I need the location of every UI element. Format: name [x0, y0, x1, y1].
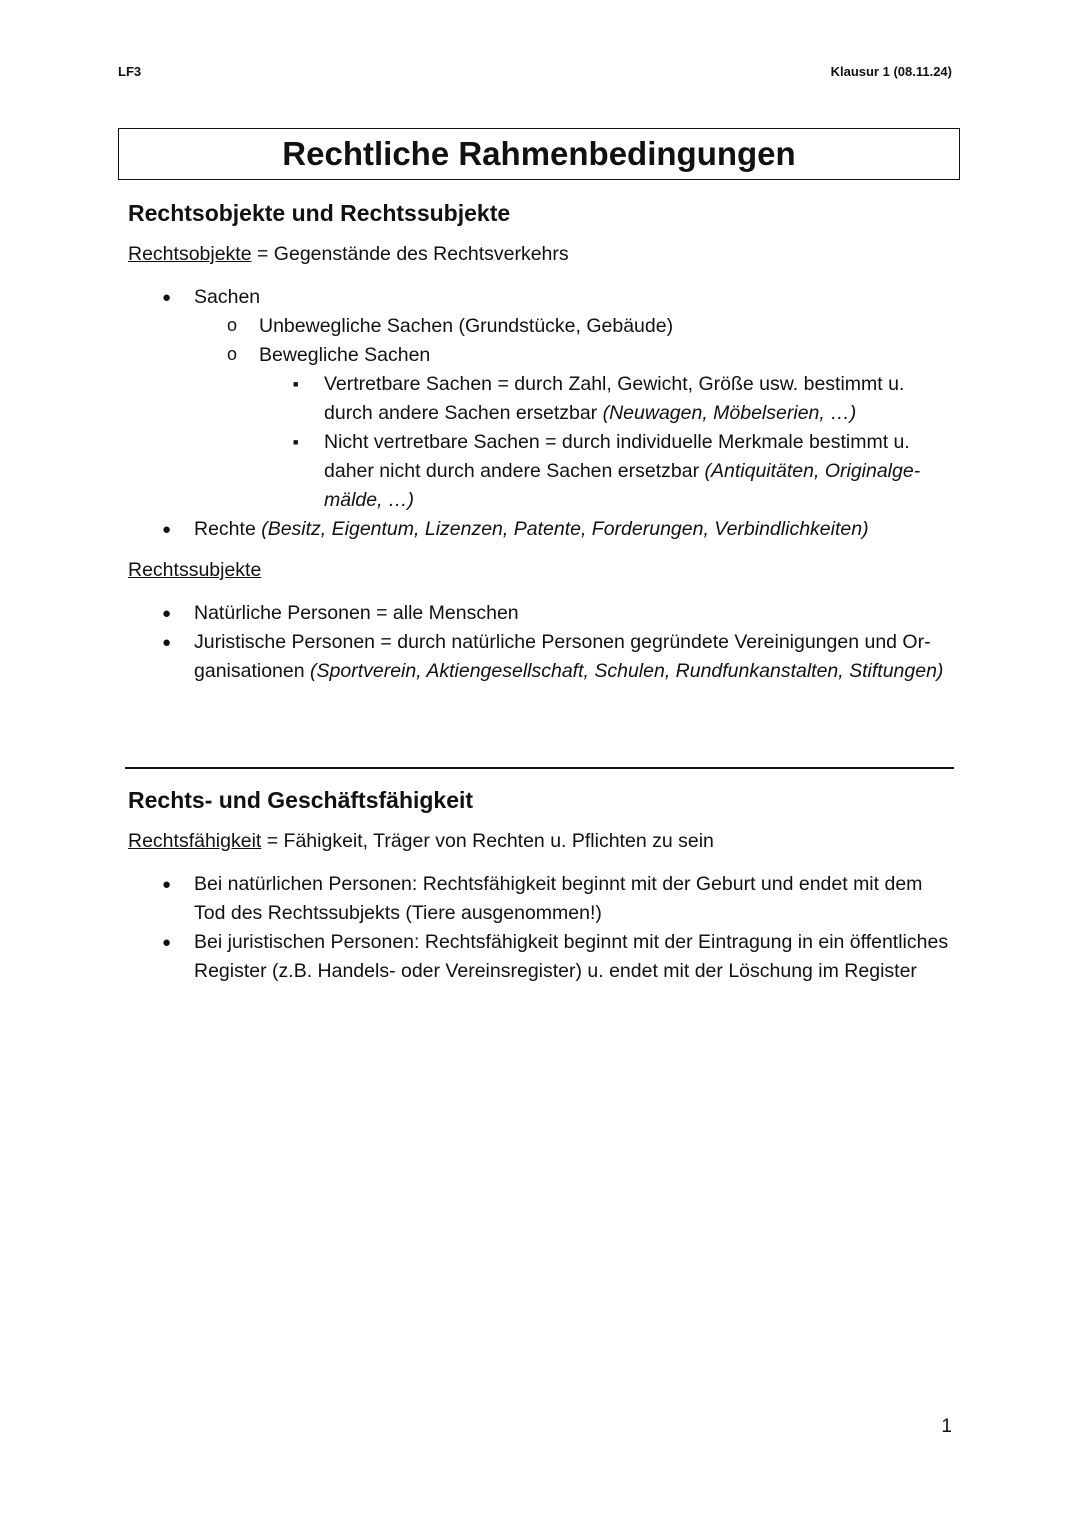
- definition-rechtssubjekte: [128, 556, 953, 585]
- label-sachen: Sachen: [194, 286, 261, 308]
- section-divider: [125, 767, 954, 769]
- def-rechtsobjekte: = Gegenstände des Rechtsverkehrs: [251, 243, 569, 265]
- section-rechtsobjekte: [128, 196, 953, 698]
- page-title: Rechtliche Rahmenbedingungen: [282, 135, 796, 172]
- examples-nicht-vertretbar: (Antiquitäten, Originalgemälde, …): [324, 460, 921, 511]
- text-bullet-2: Bei juristischen Personen: Rechtsfähigkeit beginnt mit der Eintragung in ein öffentliches Register (z.B. Handels- oder Vereinsregister) u. endet mit der Löschung im Register: [194, 931, 949, 982]
- list-item-rechte: [128, 515, 953, 544]
- text-nicht-vertretbar: Nicht vertretbare Sachen = durch individuelle Merkmale bestimmt u. daher nicht durch andere Sachen ersetzbar: [324, 431, 910, 482]
- section-heading-1: Rechtsobjekte und Rechtssubjekte: [128, 200, 511, 226]
- def-rechtsfaehigkeit: = Fähigkeit, Träger von Rechten u. Pflichten zu sein: [261, 830, 714, 852]
- text-bullet-1: Bei natürlichen Personen: Rechtsfähigkeit beginnt mit der Geburt und endet mit dem Tod des Rechtssubjekts (Tiere ausgenommen!): [194, 873, 923, 924]
- term-rechtssubjekte: Rechtssubjekte: [128, 559, 262, 581]
- sublist-beweglich: [259, 370, 953, 515]
- sublist-sachen: [194, 312, 953, 515]
- header-course: LF3: [118, 64, 142, 79]
- term-rechtsfaehigkeit: Rechtsfähigkeit: [128, 830, 262, 852]
- title-box: [118, 128, 960, 180]
- section-heading-2: Rechts- und Geschäftsfähigkeit: [128, 787, 474, 813]
- text-vertretbar: Vertretbare Sachen = durch Zahl, Gewicht, Größe usw. bestimmt u. durch andere Sachen ersetzbar: [324, 373, 905, 424]
- list-item-natuerliche: [128, 599, 953, 628]
- section-rechtsfaehigkeit: [128, 783, 953, 998]
- definition-rechtsobjekte: [128, 240, 953, 269]
- list-rechtsfaehigkeit: [128, 870, 953, 986]
- list-item-vertretbar: [259, 370, 953, 428]
- list-item-natuerliche-personen: [128, 870, 953, 928]
- text-unbeweglich: Unbewegliche Sachen (Grundstücke, Gebäude): [259, 315, 674, 337]
- list-rechtssubjekte: [128, 599, 953, 686]
- examples-rechte: (Besitz, Eigentum, Lizenzen, Patente, Forderungen, Verbindlichkeiten): [261, 518, 869, 540]
- examples-vertretbar: (Neuwagen, Möbelserien, …): [602, 402, 857, 424]
- list-rechtsobjekte: [128, 283, 953, 544]
- page-number: 1: [941, 1416, 952, 1437]
- header-exam-date: Klausur 1 (08.11.24): [830, 64, 952, 79]
- label-rechte: Rechte: [194, 518, 262, 540]
- definition-rechtsfaehigkeit: [128, 827, 953, 856]
- text-juristische: Juristische Personen = durch natürliche Personen gegründete Vereinigungen und Organisationen: [194, 631, 931, 682]
- list-item-juristische-personen: [128, 928, 953, 986]
- term-rechtsobjekte: Rechtsobjekte: [128, 243, 252, 265]
- examples-juristische: (Sportverein, Aktiengesellschaft, Schulen, Rundfunkanstalten, Stiftungen): [310, 660, 944, 682]
- list-item-juristische: [128, 628, 953, 686]
- list-item-beweglich: [194, 341, 953, 515]
- list-item-nicht-vertretbar: [259, 428, 953, 515]
- list-item-unbeweglich: [194, 312, 953, 341]
- text-beweglich: Bewegliche Sachen: [259, 344, 431, 366]
- text-natuerliche: Natürliche Personen = alle Menschen: [194, 602, 519, 624]
- list-item-sachen: [128, 283, 953, 515]
